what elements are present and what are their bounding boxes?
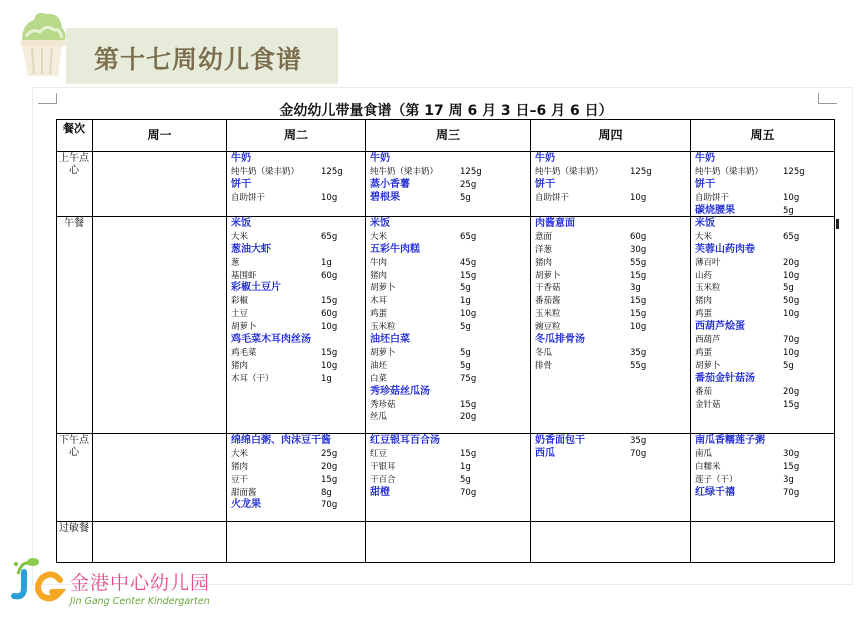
col-divider [690,119,691,563]
ingredient-line [695,166,830,179]
ingredient-name: 自助饼干 [695,192,730,203]
day-header-wed: 周三 [435,128,460,142]
dish-name: 南瓜香糯莲子粥 [695,435,765,446]
ingredient-amount: 60g [321,309,338,320]
ingredient-amount: 125g [460,166,482,177]
ingredient-line [231,373,361,386]
ingredient-amount: 5g [460,474,471,485]
ingredient-amount: 15g [321,296,338,307]
ingredient-line [695,386,830,399]
ingredient-line [535,231,686,244]
col-divider [226,119,227,563]
ingredient-name: 丝瓜 [370,412,388,423]
col-divider [365,119,366,563]
ingredient-line [370,321,526,334]
ingredient-line [695,192,830,205]
ingredient-amount: 20g [321,461,338,472]
ingredient-name: 猪肉 [231,360,249,371]
ingredient-name: 大米 [231,231,249,242]
ingredient-line [695,347,830,360]
ingredient-line [231,192,361,205]
ingredient-amount: 15g [460,399,477,410]
ingredient-name: 猪肉 [370,270,388,281]
dish-name: 绵绵白粥、肉沫豆干酱 [231,435,331,446]
table-border-left [56,119,57,563]
ingredient-name: 胡萝卜 [231,322,257,333]
ingredient-name: 猪肉 [535,257,553,268]
day-header-mon: 周一 [147,128,172,142]
ingredient-amount: 20g [783,257,800,268]
ingredient-amount: 10g [783,270,800,281]
ingredient-name: 南瓜 [695,448,713,459]
ingredient-line [370,399,526,412]
ingredient-name: 干香菇 [535,283,561,294]
ingredient-amount: 70g [630,448,647,459]
row-divider [56,151,835,152]
ingredient-amount: 15g [460,270,477,281]
col-divider [92,119,93,563]
ingredient-amount: 1g [321,373,332,384]
dish-name: 牛奶 [231,153,251,164]
menu-cell-fri [695,218,830,411]
dish-name: 番茄金针菇汤 [695,372,755,384]
ingredient-name: 大米 [231,448,249,459]
ingredient-name: 大米 [695,231,713,242]
dish-name: 牛奶 [535,153,555,164]
ingredient-name: 白菜 [370,373,388,384]
ingredient-name: 莲子（干） [695,474,738,485]
dish-name: 彩椒土豆片 [231,282,281,294]
menu-cell-thu [535,153,686,205]
ingredient-name: 干百合 [370,474,396,485]
ingredient-amount: 15g [630,296,647,307]
dish-name: 秀珍菇丝瓜汤 [370,385,430,397]
ingredient-line [370,295,526,308]
ingredient-name: 红豆 [370,448,388,459]
ingredient-line [370,411,526,424]
ingredient-name: 意面 [535,231,553,242]
dish-name: 饼干 [695,178,715,190]
ingredient-name: 胡萝卜 [535,270,561,281]
menu-cell-wed [370,435,526,499]
ingredient-amount: 8g [321,487,332,498]
crop-mark-left [38,93,57,104]
ingredient-amount: 10g [630,192,647,203]
ingredient-name: 木耳 [370,296,388,307]
meal-label-afternoon-snack: 下午点心 [59,435,89,458]
ingredient-line [535,295,686,308]
ingredient-amount: 20g [783,386,800,397]
ingredient-amount: 45g [460,257,477,268]
menu-cell-tue [231,153,361,205]
ingredient-line [695,308,830,321]
ingredient-line [695,474,830,487]
logo-name-en: Jin Gang Center Kindergarten [70,596,210,607]
ingredient-name: 纯牛奶（梁丰奶） [695,166,764,177]
dish-name: 米饭 [370,218,390,229]
ingredient-line [535,321,686,334]
menu-cell-tue [231,218,361,386]
ingredient-line [370,360,526,373]
ingredient-line [231,308,361,321]
ingredient-name: 金针菇 [695,399,721,410]
ingredient-name: 洋葱 [535,244,553,255]
ingredient-line [535,270,686,283]
ingredient-amount: 15g [460,448,477,459]
ingredient-name: 山药 [695,270,713,281]
ingredient-amount: 3g [630,283,641,294]
ingredient-line [695,231,830,244]
ingredient-line [231,448,361,461]
kindergarten-logo-icon [8,554,68,606]
ingredient-name: 鸡蛋 [695,347,713,358]
ingredient-line [370,308,526,321]
dish-name: 芙蓉山药肉卷 [695,243,755,255]
ingredient-name: 牛肉 [370,257,388,268]
day-header-fri: 周五 [750,128,775,142]
dish-name: 米饭 [695,218,715,229]
dish-name: 牛奶 [370,153,390,164]
ingredient-line [535,257,686,270]
day-header-thu: 周四 [598,128,623,142]
menu-cell-fri [695,435,830,499]
ingredient-amount: 15g [630,309,647,320]
ingredient-name: 玉米粒 [695,283,721,294]
ingredient-line [535,347,686,360]
ingredient-name: 胡萝卜 [370,347,396,358]
ingredient-name: 番茄 [695,386,713,397]
ingredient-line [370,373,526,386]
dish-name: 牛奶 [695,153,715,164]
row-divider [56,521,835,522]
ingredient-line [535,244,686,257]
dish-name: 冬瓜排骨汤 [535,334,585,346]
ingredient-name: 猪肉 [695,296,713,307]
ingredient-name: 冬瓜 [535,347,553,358]
dish-name: 米饭 [231,218,251,229]
ingredient-line [370,257,526,270]
logo-name-cn: 金港中心幼儿园 [70,572,211,594]
ingredient-line [695,399,830,412]
ingredient-line [231,166,361,179]
ingredient-amount: 10g [321,322,338,333]
ingredient-amount: 125g [321,166,343,177]
ingredient-amount: 10g [321,192,338,203]
ingredient-amount: 5g [783,360,794,371]
ingredient-amount: 10g [783,309,800,320]
ingredient-name: 豌豆粒 [535,322,561,333]
ingredient-amount: 15g [630,270,647,281]
ingredient-name: 胡萝卜 [695,360,721,371]
ingredient-line [231,347,361,360]
ingredient-name: 甜面酱 [231,487,257,498]
ingredient-amount: 50g [783,296,800,307]
menu-cell-thu [535,218,686,373]
ingredient-amount: 125g [630,166,652,177]
dish-name: 红绿千禧 [695,486,735,498]
ingredient-amount: 25g [321,448,338,459]
ingredient-name: 基围虾 [231,270,257,281]
ingredient-line [535,360,686,373]
ingredient-line [231,487,361,500]
ingredient-line [695,360,830,373]
ingredient-name: 木耳（干） [231,373,274,384]
ingredient-name: 秀珍菇 [370,399,396,410]
ingredient-amount: 55g [630,257,647,268]
ingredient-line [695,448,830,461]
dish-name: 油坯白菜 [370,334,410,346]
cupcake-icon [14,6,70,78]
dish-name: 西葫芦烩蛋 [695,321,745,333]
ingredient-line [535,308,686,321]
ingredient-line [231,231,361,244]
ingredient-line [535,192,686,205]
ingredient-line [231,474,361,487]
ingredient-amount: 20g [460,412,477,423]
row-divider [56,433,835,434]
ingredient-amount: 70g [460,487,477,498]
ingredient-name: 豆干 [231,474,249,485]
ingredient-amount: 10g [630,322,647,333]
ingredient-amount: 5g [460,322,471,333]
ingredient-name: 西葫芦 [695,335,721,346]
ingredient-name: 纯牛奶（梁丰奶） [231,166,300,177]
ingredient-amount: 65g [783,231,800,242]
ingredient-name: 纯牛奶（梁丰奶） [370,166,439,177]
ingredient-name: 彩椒 [231,296,249,307]
dish-name: 甜橙 [370,486,390,498]
ingredient-name: 胡萝卜 [370,283,396,294]
ingredient-amount: 65g [460,231,477,242]
ingredient-line [231,270,361,283]
ingredient-amount: 65g [321,231,338,242]
ingredient-amount: 5g [783,283,794,294]
ingredient-name: 大米 [370,231,388,242]
dish-name: 火龙果 [231,499,261,511]
ingredient-line [370,448,526,461]
page-title: 第十七周幼儿食谱 [94,45,303,74]
ingredient-name: 土豆 [231,309,249,320]
menu-cell-wed [370,218,526,424]
ingredient-amount: 1g [460,461,471,472]
menu-cell-thu [535,435,686,461]
ingredient-line [370,461,526,474]
menu-cell-tue [231,435,361,512]
ingredient-name: 自助饼干 [231,192,266,203]
ingredient-line [231,321,361,334]
col-divider [530,119,531,563]
ingredient-amount: 125g [783,166,805,177]
ingredient-line [695,270,830,283]
ingredient-amount: 15g [321,474,338,485]
ingredient-amount: 35g [630,347,647,358]
ingredient-name: 猪肉 [231,461,249,472]
ingredient-amount: 10g [783,347,800,358]
ingredient-amount: 60g [630,231,647,242]
menu-table [56,119,835,563]
table-border-right [834,119,835,563]
dish-name: 碳烧腰果 [695,204,735,216]
dish-name: 葱油大虾 [231,243,271,255]
ingredient-name: 番茄酱 [535,296,561,307]
ingredient-amount: 70g [783,335,800,346]
dish-name: 鸡毛菜木耳肉丝汤 [231,334,311,346]
dish-name: 蒸小香薯 [370,178,410,190]
ingredient-line [370,270,526,283]
ingredient-amount: 1g [321,257,332,268]
ingredient-name: 鸡蛋 [370,309,388,320]
day-header-tue: 周二 [283,128,308,142]
ingredient-amount: 5g [783,205,794,216]
ingredient-amount: 70g [321,500,338,511]
ingredient-name: 纯牛奶（梁丰奶） [535,166,604,177]
ingredient-name: 鸡毛菜 [231,347,257,358]
ingredient-line [695,282,830,295]
ingredient-amount: 15g [783,399,800,410]
meal-label-lunch: 午餐 [64,218,84,229]
ingredient-name: 白糯米 [695,461,721,472]
ingredient-amount: 30g [783,448,800,459]
ingredient-line [231,257,361,270]
ingredient-name: 自助饼干 [535,192,570,203]
ingredient-line [695,461,830,474]
ingredient-line [695,257,830,270]
dish-name: 奶香面包干 [535,435,585,446]
ingredient-amount: 1g [460,296,471,307]
ingredient-name: 排骨 [535,360,553,371]
ingredient-amount: 15g [321,347,338,358]
ingredient-name: 玉米粒 [370,322,396,333]
ingredient-amount: 35g [630,436,647,447]
dish-name: 五彩牛肉糕 [370,243,420,255]
ingredient-name: 干银耳 [370,461,396,472]
ingredient-amount: 70g [783,487,800,498]
edge-mark [836,219,839,229]
ingredient-line [370,231,526,244]
meal-label-allergy: 过敏餐 [59,523,89,534]
dish-name: 西瓜 [535,447,555,459]
ingredient-line [370,166,526,179]
ingredient-line [535,166,686,179]
ingredient-amount: 10g [321,360,338,371]
ingredient-line [695,334,830,347]
dish-name: 红豆银耳百合汤 [370,435,440,446]
menu-cell-wed [370,153,526,205]
ingredient-line [535,282,686,295]
dish-name: 碧根果 [370,191,400,203]
ingredient-name: 鸡蛋 [695,309,713,320]
table-border-bottom [56,562,835,563]
ingredient-line [370,282,526,295]
ingredient-name: 油坯 [370,360,388,371]
ingredient-line [370,474,526,487]
dish-name: 饼干 [535,178,555,190]
ingredient-line [695,295,830,308]
ingredient-name: 葱 [231,257,240,268]
ingredient-amount: 30g [630,244,647,255]
ingredient-name: 薄百叶 [695,257,721,268]
menu-table-title: 金幼幼儿带量食谱（第 17 周 6 月 3 日–6 月 6 日） [279,103,613,119]
ingredient-name: 玉米粒 [535,309,561,320]
ingredient-amount: 5g [460,283,471,294]
ingredient-amount: 25g [460,179,477,190]
ingredient-amount: 3g [783,474,794,485]
ingredient-amount: 5g [460,192,471,203]
ingredient-amount: 5g [460,347,471,358]
ingredient-line [231,295,361,308]
ingredient-amount: 75g [460,373,477,384]
ingredient-amount: 55g [630,360,647,371]
ingredient-amount: 15g [783,461,800,472]
meal-label-morning-snack: 上午点心 [59,153,89,176]
ingredient-amount: 10g [460,309,477,320]
ingredient-amount: 60g [321,270,338,281]
ingredient-amount: 5g [460,360,471,371]
dish-name: 肉酱意面 [535,218,575,229]
dish-name: 饼干 [231,178,251,190]
ingredient-amount: 10g [783,192,800,203]
corner-header: 餐次 [63,122,85,135]
ingredient-line [231,360,361,373]
menu-cell-fri [695,153,830,218]
ingredient-line [370,347,526,360]
ingredient-line [231,461,361,474]
